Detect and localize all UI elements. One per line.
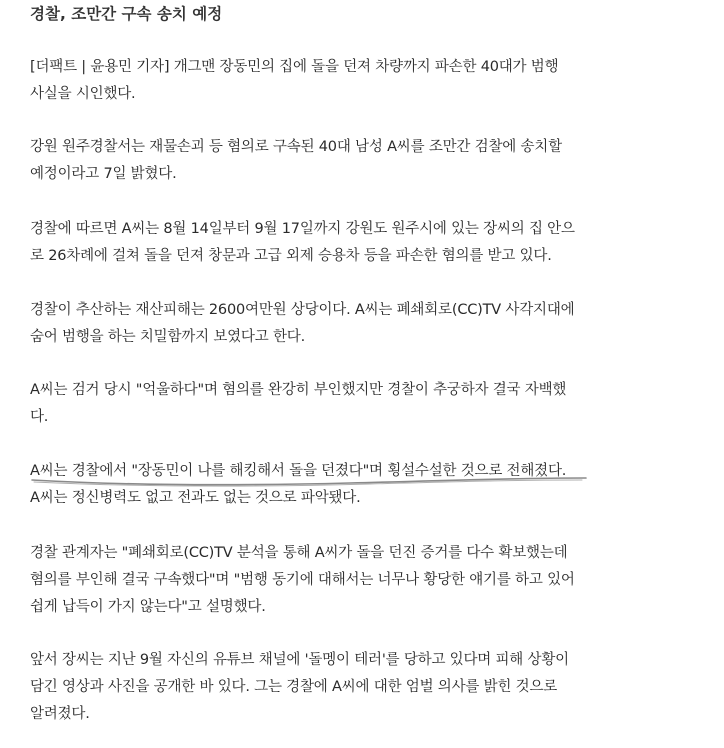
paragraph-line: 쉽게 납득이 가지 않는다"고 설명했다. xyxy=(30,599,266,615)
paragraph-line: A씨는 검거 당시 "억울하다"며 혐의를 완강히 부인했지만 경찰이 추궁하자 결국 자백했 xyxy=(30,382,567,398)
paragraph-4 xyxy=(30,297,574,351)
paragraph-line: 사실을 시인했다. xyxy=(30,86,136,102)
article-subheadline: 경찰, 조만간 구속 송치 예정 xyxy=(30,5,223,23)
paragraph-line: 숨어 범행을 하는 치밀함까지 보였다고 한다. xyxy=(30,329,305,345)
paragraph-3 xyxy=(30,216,575,270)
paragraph-line: 앞서 장씨는 지난 9월 자신의 유튜브 채널에 '돌멩이 테러'를 당하고 있다며 피해 상황이 xyxy=(30,652,569,668)
paragraph-line: 담긴 영상과 사진을 공개한 바 있다. 그는 경찰에 A씨에 대한 엄벌 의사를 밝힌 것으로 xyxy=(30,679,558,695)
paragraph-line: 로 26차례에 걸쳐 돌을 던져 창문과 고급 외제 승용차 등을 파손한 혐의를 받고 있다. xyxy=(30,248,552,264)
paragraph-line: 예정이라고 7일 밝혔다. xyxy=(30,166,177,182)
paragraph-line: 혐의를 부인해 결국 구속했다"며 "범행 동기에 대해서는 너무나 황당한 얘기를 하고 있어 xyxy=(30,572,575,588)
paragraph-line: 알려졌다. xyxy=(30,706,90,722)
paragraph-7 xyxy=(30,540,575,621)
paragraph-line: 경찰에 따르면 A씨는 8월 14일부터 9월 17일까지 강원도 원주시에 있는 장씨의 집 안으 xyxy=(30,221,575,237)
paragraph-line: [더팩트 | 윤용민 기자] 개그맨 장동민의 집에 돌을 던져 차량까지 파손한 40대가 범행 xyxy=(30,59,559,75)
paragraph-line: 다. xyxy=(30,409,49,425)
paragraph-line: 경찰이 추산하는 재산피해는 2600여만원 상당이다. A씨는 폐쇄회로(CC)TV 사각지대에 xyxy=(30,302,575,318)
paragraph-8 xyxy=(30,647,569,728)
paragraph-line: A씨는 정신병력도 없고 전과도 없는 것으로 파악됐다. xyxy=(30,490,361,506)
paragraph-2 xyxy=(30,134,562,188)
paragraph-line: A씨는 경찰에서 "장동민이 나를 해킹해서 돌을 던졌다"며 횡설수설한 것으로 전해졌다. xyxy=(30,463,567,479)
paragraph-5 xyxy=(30,377,566,431)
paragraph-line: 경찰 관계자는 "폐쇄회로(CC)TV 분석을 통해 A씨가 돌을 던진 증거를 다수 확보했는데 xyxy=(30,545,568,561)
paragraph-line: 강원 원주경찰서는 재물손괴 등 혐의로 구속된 40대 남성 A씨를 조만간 검찰에 송치할 xyxy=(30,139,562,155)
paragraph-1 xyxy=(30,54,558,108)
paragraph-6-highlighted xyxy=(30,458,566,512)
